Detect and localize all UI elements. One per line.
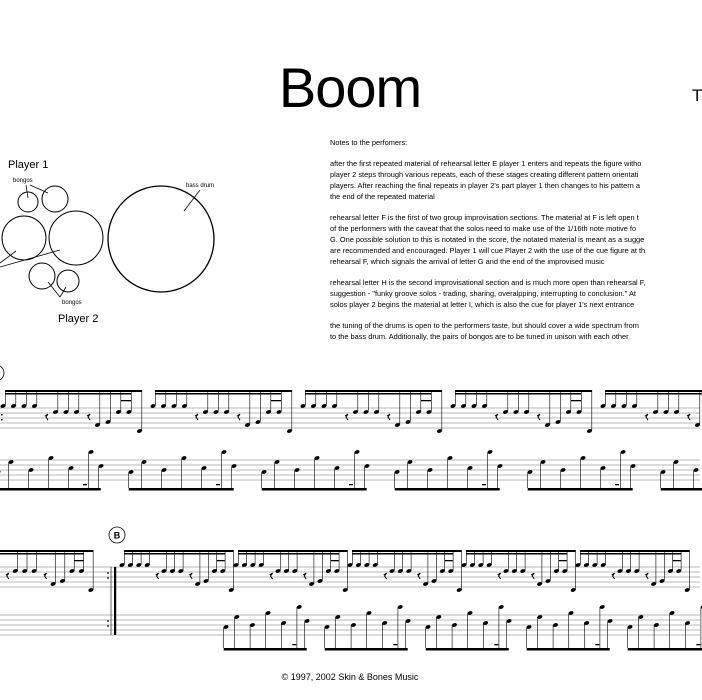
bass-drum-label: bass drum (186, 183, 215, 189)
repeat-dot (1, 419, 3, 421)
rest (237, 414, 240, 420)
repeat-dot (107, 577, 109, 579)
performer-notes (330, 137, 700, 342)
rest (495, 414, 498, 420)
beam (224, 648, 307, 651)
rest-mark (216, 484, 220, 485)
rest-mark (292, 644, 296, 645)
beam (558, 560, 566, 561)
beam (466, 550, 575, 552)
notes-line: after the first repeated material of rehearsal letter E player 1 enters and repeats the figure witho (330, 159, 642, 168)
beam (466, 553, 567, 555)
beam (129, 488, 234, 491)
beam (305, 390, 442, 392)
rest (44, 573, 47, 579)
beam (605, 393, 702, 395)
rest-mark (482, 484, 486, 485)
beam (352, 553, 453, 555)
notes-line: suggestion - "funky groove solos - trading, sharing, overalpping, interrupting to conclusion." At (330, 289, 636, 298)
beam (421, 400, 432, 401)
rest (195, 414, 198, 420)
rest (417, 573, 420, 579)
beam (528, 488, 633, 491)
beam (5, 390, 142, 392)
bongos-bottom-label: bongos (62, 300, 82, 306)
bongos-top-label: bongos (13, 178, 33, 184)
rehearsal-mark-a (0, 365, 4, 381)
beam (395, 488, 500, 491)
beam (605, 390, 702, 392)
rest (189, 573, 192, 579)
rest (687, 414, 690, 420)
beam (455, 393, 581, 395)
player2-label: Player 2 (58, 313, 99, 325)
conga-drum (49, 211, 103, 265)
beam (426, 648, 509, 651)
beam (74, 560, 83, 561)
notes-heading: Notes to the perfomers: (330, 138, 408, 147)
notes-line: rehearsal letter H is the second improvisational section and is much more open than rehearsal F, (330, 278, 646, 287)
beam (124, 550, 233, 552)
beam (271, 400, 282, 401)
page-title: Boom (278, 56, 422, 119)
bongo-drum (18, 192, 38, 212)
beam (661, 488, 702, 491)
conga-drum (2, 216, 46, 260)
rest (498, 573, 501, 579)
rest-mark (83, 484, 87, 485)
notes-line: the tuning of the drums is open to the performers taste, but should cover a wide spectrum from (330, 321, 639, 330)
rest (645, 414, 648, 420)
rest (384, 573, 387, 579)
beam (238, 553, 339, 555)
notes-line: the end of the repeated material (330, 192, 435, 201)
beam (0, 553, 84, 555)
notes-line: G. One possible solution to this is notated in the score, the notated material is meant as a sugge (330, 235, 645, 244)
beam (155, 393, 281, 395)
rest (537, 414, 540, 420)
title-fragment: T (692, 86, 702, 105)
rest (6, 573, 9, 579)
beam (5, 393, 131, 395)
bongo-drum (29, 263, 55, 289)
rest (345, 414, 348, 420)
rest (45, 414, 48, 420)
notes-line: are recommended and encouraged. Player 1 will cue Player 2 with the use of the cue figure at th (330, 246, 646, 255)
final-repeat-barline (114, 567, 116, 635)
beam (124, 553, 225, 555)
rest (270, 573, 273, 579)
rest (612, 573, 615, 579)
drum-setup-diagram (0, 150, 240, 330)
rest-mark (393, 644, 397, 645)
notes-line: to the bass drum. Additionally, the pairs of bongos are to be tuned in unison with each other (330, 332, 629, 341)
beam (325, 648, 408, 651)
beam (330, 560, 338, 561)
music-score (0, 330, 700, 660)
beam (238, 550, 347, 552)
rest (87, 414, 90, 420)
beam (628, 648, 702, 651)
beam (580, 550, 689, 552)
beam (455, 390, 592, 392)
repeat-dot (1, 414, 3, 416)
rest (156, 573, 159, 579)
beam (0, 550, 93, 552)
beam (121, 400, 132, 401)
rest-mark (696, 644, 700, 645)
beam (0, 488, 101, 491)
rest (303, 573, 306, 579)
beam (444, 560, 452, 561)
rest-mark (595, 644, 599, 645)
beam (571, 400, 582, 401)
notes-line: rehearsal F, which signals the arrival of letter G and the end of the improvised music (330, 257, 605, 266)
rest-mark (494, 644, 498, 645)
rehearsal-mark-b-label: B (113, 530, 121, 541)
beam (672, 560, 680, 561)
beam (352, 550, 461, 552)
notes-line: of the performers with the caveat that the solos need to make use of the 1/16th note motive fo (330, 224, 637, 233)
beam (262, 488, 367, 491)
beam (305, 393, 431, 395)
rest (531, 573, 534, 579)
notes-line: players. After reaching the final repeats in player 2's part player 1 then changes to his pattern a (330, 181, 640, 190)
repeat-dot (107, 625, 109, 627)
copyright: © 1997, 2002 Skin & Bones Music (281, 672, 419, 682)
beam (155, 390, 291, 392)
bongo-drum (57, 270, 79, 292)
beam (216, 560, 224, 561)
beam (527, 648, 610, 651)
bongo-drum (42, 186, 68, 212)
beam (580, 553, 681, 555)
notes-line: player 2 steps through various repeats, each of these stages creating different pattern orientati (330, 170, 639, 179)
notes-line: solos player 2 begins the material at letter I, which is also the cue for player 1's next entrance (330, 300, 635, 309)
bass-drum (108, 186, 214, 292)
rest (387, 414, 390, 420)
player1-label: Player 1 (8, 159, 49, 171)
rest (645, 573, 648, 579)
repeat-dot (107, 620, 109, 622)
rest-mark (615, 484, 619, 485)
notes-line: rehearsal letter F is the first of two group improvisation sections. The material at F is left open t (330, 213, 639, 222)
repeat-dot (107, 572, 109, 574)
rest-mark (349, 484, 353, 485)
